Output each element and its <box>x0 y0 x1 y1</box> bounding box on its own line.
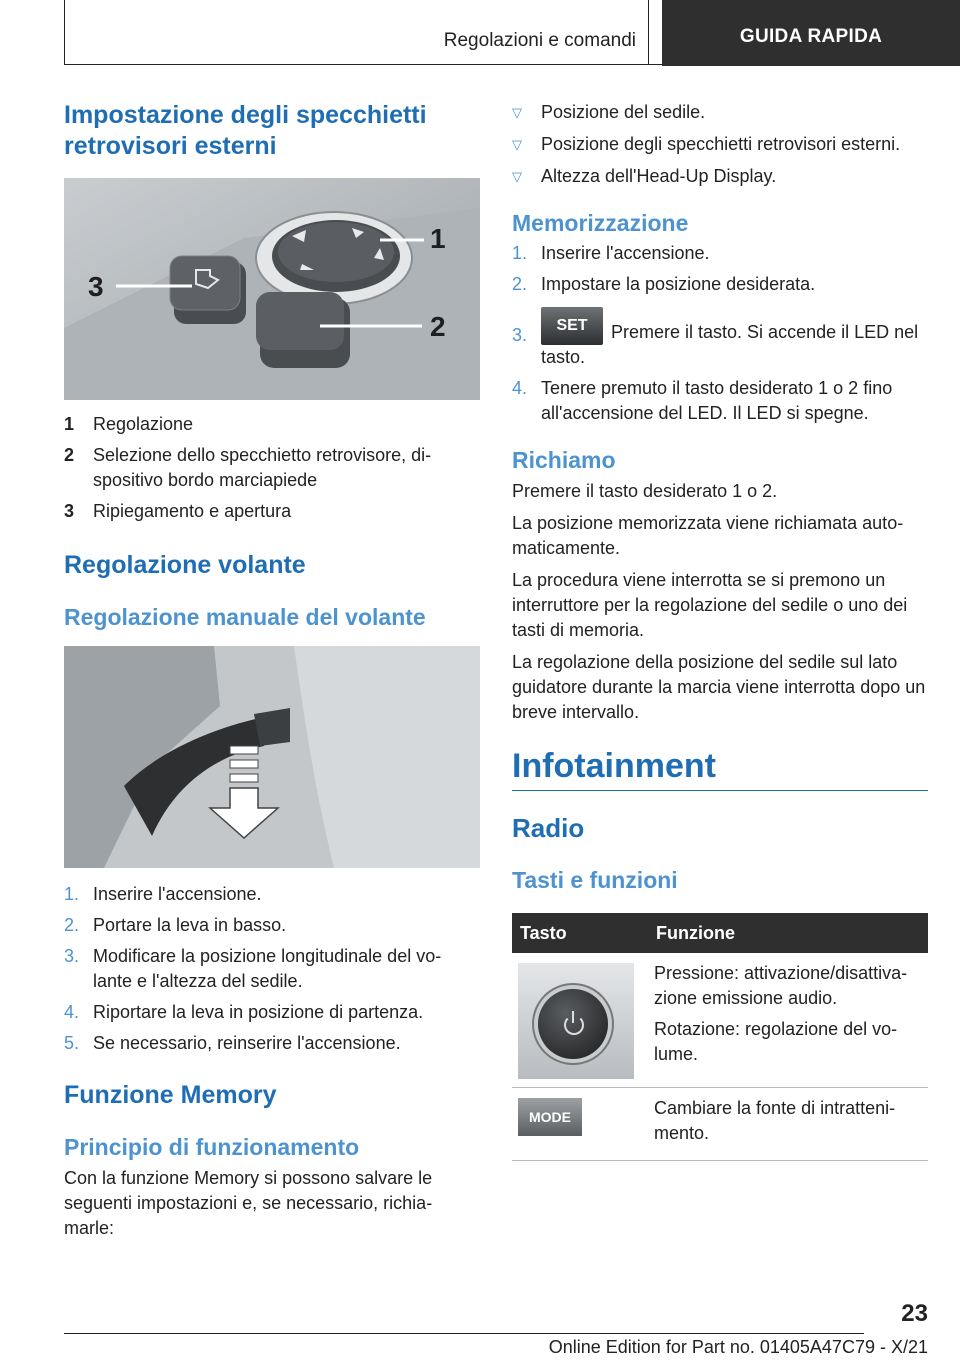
store-steps-list <box>512 241 928 426</box>
store-title: Memorizzazione <box>512 210 689 236</box>
list-item <box>64 443 480 493</box>
item-text: Selezione dello specchietto retrovisore, di-spositivo bordo marciapiede <box>93 445 432 490</box>
steering-steps-list <box>64 882 480 1056</box>
triangle-bullet-icon: ▽ <box>512 137 522 152</box>
list-item <box>512 100 928 125</box>
item-number: 3 <box>64 501 75 521</box>
function-cell <box>648 953 928 1088</box>
list-item <box>512 307 928 370</box>
step-text: Riportare la leva in posizione di partenza. <box>93 1002 424 1022</box>
table-row <box>512 1088 928 1161</box>
step-number: 5. <box>64 1033 80 1053</box>
step-text: Impostare la posizione desiderata. <box>541 274 816 294</box>
table-row <box>512 953 928 1088</box>
list-item <box>64 944 480 994</box>
principle-text: Con la funzione Memory si possono salvare le seguenti impostazioni e, se necessario, richia-marle: <box>64 1168 433 1238</box>
recall-paragraph: Premere il tasto desiderato 1 o 2. <box>512 481 778 501</box>
principle-title: Principio di funzionamento <box>64 1134 360 1160</box>
function-text: Pressione: attivazione/disattiva-zione emissione audio. <box>654 963 908 1008</box>
item-number: 1 <box>64 414 75 434</box>
item-text: Regolazione <box>93 414 194 434</box>
radio-title: Radio <box>512 813 585 843</box>
key-cell <box>512 953 648 1088</box>
function-cell <box>648 1088 928 1161</box>
left-column <box>64 100 480 1241</box>
infotainment-title: Infotainment <box>512 747 928 791</box>
recall-title: Richiamo <box>512 447 616 473</box>
callout-1: 1 <box>430 223 446 254</box>
footer-edition: Online Edition for Part no. 01405A47C79 - X/21 <box>548 1337 928 1357</box>
step-text: Tenere premuto il tasto desiderato 1 o 2 fino all'accensione del LED. Il LED si spegne. <box>541 378 893 423</box>
header-bottom-rule <box>64 64 662 65</box>
step-text: Premere il tasto. Si accende il LED nel tasto. <box>541 322 919 367</box>
step-number: 4. <box>512 378 528 398</box>
bullet-text: Posizione del sedile. <box>541 102 706 122</box>
list-item <box>64 499 480 524</box>
callout-2: 2 <box>430 311 446 342</box>
set-button-icon[interactable] <box>541 307 603 345</box>
column-header-function: Funzione <box>648 913 928 953</box>
bullet-text: Posizione degli specchietti retrovisori esterni. <box>541 134 901 154</box>
triangle-bullet-icon: ▽ <box>512 169 522 184</box>
table-header-row <box>512 913 928 953</box>
step-number: 4. <box>64 1002 80 1022</box>
step-number: 3. <box>64 946 80 966</box>
mode-button-icon[interactable] <box>518 1098 582 1136</box>
header-tab-guida-rapida[interactable]: GUIDA RAPIDA <box>662 0 960 66</box>
list-item <box>512 164 928 189</box>
step-text: Inserire l'accensione. <box>541 243 710 263</box>
memory-title: Funzione Memory <box>64 1081 277 1109</box>
recall-paragraph: La regolazione della posizione del sedile sul lato guidatore durante la marcia viene interrotta dopo un breve intervallo. <box>512 652 926 722</box>
step-number: 2. <box>512 274 528 294</box>
steering-title: Regolazione volante <box>64 551 306 579</box>
header-section-title: Regolazioni e comandi <box>443 30 636 51</box>
list-item <box>64 1031 480 1056</box>
mirrors-title: Impostazione degli specchietti retrovisori esterni <box>64 101 427 160</box>
list-item <box>512 272 928 297</box>
step-number: 3. <box>512 325 528 345</box>
function-text: Cambiare la fonte di intratteni-mento. <box>654 1098 896 1143</box>
set-button-label: SET <box>556 317 588 334</box>
key-cell <box>512 1088 648 1161</box>
mode-button-label: MODE <box>529 1109 571 1125</box>
memory-settings-list <box>512 100 928 189</box>
item-text: Ripiegamento e apertura <box>93 501 292 521</box>
recall-paragraph: La posizione memorizzata viene richiamata auto-maticamente. <box>512 513 904 558</box>
volume-knob-icon[interactable] <box>518 963 634 1079</box>
keys-table <box>512 913 928 1161</box>
step-text: Inserire l'accensione. <box>93 884 262 904</box>
header-left-rule <box>64 0 65 64</box>
step-number: 1. <box>64 884 80 904</box>
bullet-text: Altezza dell'Head-Up Display. <box>541 166 777 186</box>
right-column <box>512 100 928 1161</box>
footer-rule <box>64 1333 864 1334</box>
callout-3: 3 <box>88 271 104 302</box>
list-item <box>512 132 928 157</box>
function-text: Rotazione: regolazione del vo-lume. <box>654 1019 898 1064</box>
list-item <box>64 1000 480 1025</box>
power-icon <box>564 1015 584 1035</box>
list-item <box>512 241 928 266</box>
steering-lever-figure <box>64 646 480 868</box>
step-text: Portare la leva in basso. <box>93 915 287 935</box>
item-number: 2 <box>64 445 75 465</box>
mirror-controls-figure <box>64 178 480 400</box>
triangle-bullet-icon: ▽ <box>512 105 522 120</box>
steering-subtitle: Regolazione manuale del volante <box>64 604 426 630</box>
list-item <box>512 376 928 426</box>
step-text: Modificare la posizione longitudinale del vo-lante e l'altezza del sedile. <box>93 946 442 991</box>
page-number: 23 <box>901 1300 928 1327</box>
step-number: 1. <box>512 243 528 263</box>
list-item <box>64 412 480 437</box>
keys-title: Tasti e funzioni <box>512 867 678 893</box>
list-item <box>64 913 480 938</box>
recall-paragraph: La procedura viene interrotta se si premono un interruttore per la regolazione del sedile o uno dei tasti di memoria. <box>512 570 908 640</box>
header-separator <box>648 0 649 64</box>
mirror-legend-list <box>64 412 480 524</box>
column-header-key: Tasto <box>512 913 648 953</box>
list-item <box>64 882 480 907</box>
step-number: 2. <box>64 915 80 935</box>
step-text: Se necessario, reinserire l'accensione. <box>93 1033 401 1053</box>
